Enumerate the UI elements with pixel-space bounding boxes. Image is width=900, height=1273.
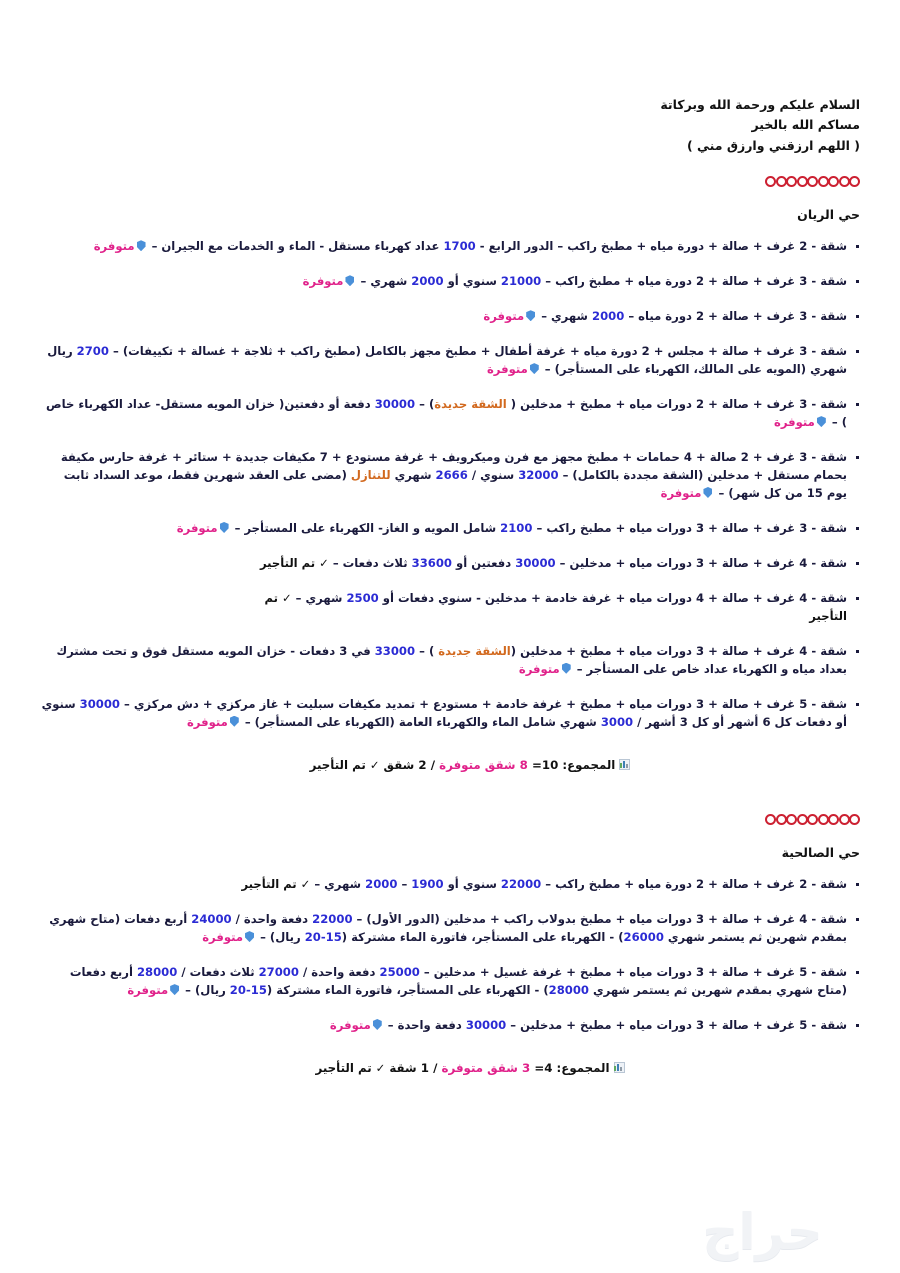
total-rented: تم التأجير [309,757,366,772]
status-badge-available: متوفرة [302,274,344,289]
red-ring-icon [807,814,818,825]
red-ring-icon [765,176,776,187]
listing-text: سنوي أو [443,877,501,892]
status-badge-available: متوفرة [329,1018,371,1033]
price-value: 2500 [346,590,379,605]
red-ring-icon [828,814,839,825]
listing-item [40,308,860,326]
listing-item [40,643,860,679]
red-ring-icon [765,814,776,825]
price-value: 28000 [136,965,178,980]
listing-item [40,449,860,503]
price-value: 15-20 [229,983,267,998]
listing-item [40,238,860,256]
shield-icon [526,310,535,321]
listing-item [40,273,860,291]
listing-text: ريال شهري (المويه على المالك، الكهرباء على المستأجر) – [47,344,847,377]
listing-item [40,876,860,894]
listing-list [40,238,860,731]
price-value: 33000 [374,643,416,658]
shield-icon [530,363,539,374]
listing-text: شهري – [537,309,592,324]
shield-icon [703,487,712,498]
listing-text: شقة - 3 غرف + صالة + مجلس + 2 دورة مياه + غرفة أطفال + مطبخ مجهز بالكامل (مطبخ راكب + ثلاجة + غسالة + تكييفات) – [108,344,847,359]
listing-text: ريال) – [181,983,230,998]
red-ring-icon [818,814,829,825]
price-value: 2100 [500,520,533,535]
listing-text: شقة - 5 غرف + صالة + 3 دورات مياه + مطبخ + غرفة خادمة + مستودع + تمديد مكيفات سبليت + غاز مركزي + دش مركزي – [119,696,847,711]
listing-text: عداد كهرباء مستقل - الماء و الخدمات مع الجيران – [147,239,444,254]
listing-item [40,1017,860,1035]
red-ring-icon [839,814,850,825]
listing-text: سنوي / [467,468,519,482]
shield-icon [230,716,239,727]
listing-text: شقة - 4 غرف + صالة + 3 دورات مياه + مدخلين – [555,555,847,570]
red-ring-icon [776,814,787,825]
greeting-line-3: ( اللهم ارزقني وارزق مني ) [686,137,860,153]
listing-text: دفعة واحدة / [298,965,380,980]
status-badge-rented: تم التأجير [259,555,316,570]
listing-text: دفعة واحدة – [383,1018,466,1033]
red-ring-icon [828,176,839,187]
total-available: 3 شقق متوفرة [441,1061,531,1075]
red-ring-icon [839,176,850,187]
total-separator: / 2 شقق [379,757,440,772]
listing-text: شقة - 5 غرف + صالة + 3 دورات مياه + مطبخ + مدخلين – [506,1018,847,1033]
listing-text: شقة - 2 غرف + صالة + 2 دورة مياه + مطبخ راكب – [541,877,847,892]
listing-item [40,964,860,1000]
listing-text: ريال) – [256,930,305,945]
status-badge-available: متوفرة [518,661,560,676]
listing-text: شقة - 4 غرف + صالة + 3 دورات مياه + مطبخ + مدخلين ( [510,643,847,658]
price-value: 2000 [411,274,444,289]
status-badge-available: متوفرة [127,983,169,998]
listing-note: للتنازل [350,468,391,482]
price-value: 30000 [374,397,416,412]
red-ring-icon [786,814,797,825]
district-total [40,758,860,772]
check-icon: ✓ [371,1061,386,1075]
shield-icon [245,931,254,942]
total-label: المجموع: 4= [530,1061,610,1075]
listing-note: الشقة جديدة [438,643,511,658]
listing-item [40,696,860,732]
listing-text: شقة - 3 غرف + 2 صالة + 4 حمامات + مطبخ مجهز مع فرن وميكرويف + غرفة مستودع + 7 مكيفات جديدة + ستائر + غرفة حارس مكيفة بحمام مستقل + مدخلين (الشقة مجددة بالكامل) – [60,450,847,482]
listing-text: ) - الكهرباء على المستأجر، فاتورة الماء مشتركة ( [266,983,549,998]
listing-item [40,343,860,379]
listing-text: شقة - 3 غرف + صالة + 2 دورة مياه – [624,309,847,324]
listing-text: شقة - 4 غرف + صالة + 3 دورات مياه + مطبخ بدولاب راكب + مدخلين (الدور الأول) – [352,912,847,927]
red-ring-icon [849,814,860,825]
listing-text: شهري – [291,590,347,605]
status-badge-available: متوفرة [774,415,815,430]
listing-text: سنوي أو دفعات كل 6 أشهر أو كل 3 أشهر / [41,696,847,729]
price-value: 25000 [379,965,420,980]
check-icon: ✓ [315,555,329,570]
status-badge-available: متوفرة [176,520,218,535]
listing-text: شقة - 4 غرف + صالة + 4 دورات مياه + غرفة خادمة + مدخلين - سنوي دفعات أو [378,590,847,605]
price-value: 27000 [258,965,299,980]
listing-text: شهري – [356,274,412,289]
shield-icon [345,275,354,286]
price-value: 1900 [411,877,444,892]
listing-text: شهري شامل الماء والكهرباء العامة (الكهرباء على المستأجر) – [240,714,601,729]
price-value: 30000 [465,1018,507,1033]
district-heading: حي الريان [797,207,860,223]
listing-text: شقة - 3 غرف + صالة + 2 دورة مياه + مطبخ راكب – [541,274,847,289]
price-value: 1700 [443,239,476,254]
total-rented: تم التأجير [315,1061,372,1075]
shield-icon [170,984,179,995]
status-badge-available: متوفرة [660,485,702,500]
section-gap [40,1079,860,1097]
listing-text: ) – [415,397,435,412]
check-icon: ✓ [277,590,292,605]
red-ring-icon [849,176,860,187]
price-value: 30000 [515,555,556,570]
listing-text: أربع دفعات (متاح شهري بمقدم شهرين ثم يستمر شهري [49,912,847,945]
total-separator: / 1 شقة [385,1061,442,1075]
price-value: 2000 [592,309,625,324]
listing-item [40,590,860,626]
haraj-watermark: حراج [702,1203,823,1261]
listing-text: ثلاث دفعات – [328,555,412,570]
district-total [40,1061,860,1075]
shield-icon [137,240,146,251]
status-badge-available: متوفرة [483,309,525,324]
listing-text: شهري [390,468,436,482]
greeting-line-2: مساكم الله بالخير [751,117,860,133]
price-value: 32000 [518,468,559,482]
listing-item [40,555,860,573]
listing-text: ) - الكهرباء على المستأجر، فاتورة الماء مشتركة ( [341,930,624,945]
listing-text: شقة - 3 غرف + صالة + 3 دورات مياه + مطبخ راكب – [532,520,847,535]
shield-icon [817,416,826,427]
listing-item [40,520,860,538]
price-value: 15-20 [304,930,342,945]
listing-item [40,911,860,947]
price-value: 21000 [500,274,542,289]
price-value: 26000 [623,930,664,945]
price-value: 28000 [548,983,589,998]
listing-text: شقة - 2 غرف + صالة + دورة مياه + مطبخ راكب – الدور الرابع - [475,239,847,254]
price-value: 22000 [500,877,542,892]
bar-chart-icon [619,759,630,770]
price-value: 2000 [365,877,398,892]
listing-text: ثلاث دفعات / [177,965,259,980]
district-heading: حي الصالحية [781,845,860,861]
check-icon: ✓ [365,757,380,772]
price-value: 3000 [600,714,634,729]
listing-note: الشقة جديدة [434,397,507,412]
listing-list [40,876,860,1035]
ring-divider [40,814,860,828]
red-ring-icon [797,814,808,825]
status-badge-available: متوفرة [486,362,528,377]
listing-text: – [397,877,412,892]
listing-text: ) – [415,643,439,658]
listing-text: شامل المويه و الغاز- الكهرباء على المستأجر – [230,520,501,535]
listing-text: أربع دفعات (متاح شهري بمقدم شهرين ثم يستمر شهري [69,965,847,998]
listing-text: دفعة أو دفعتين( خزان المويه مستقل- عداد الكهرباء خاص ) – [46,397,847,430]
listing-text: في 3 دفعات - خزان المويه مستقل فوق و تحت مشترك بعداد مياه و الكهرباء عداد خاص على المستأجر – [56,643,847,676]
status-badge-rented: تم التأجير [241,877,297,892]
listing-text: شهري – [310,877,366,892]
check-icon: ✓ [296,877,311,892]
shield-icon [562,663,571,674]
price-value: 33600 [411,555,452,570]
red-ring-icon [818,176,829,187]
listing-text: دفعتين أو [451,555,516,570]
ring-divider [40,176,860,190]
bar-chart-icon [614,1062,625,1073]
listing-text: (مضى على العقد شهرين فقط، موعد السداد ثابت يوم 15 من كل شهر) – [63,468,847,500]
price-value: 24000 [191,912,232,927]
total-available: 8 شقق متوفرة [439,757,528,772]
listings-content [40,176,860,1097]
shield-icon [220,522,229,533]
price-value: 22000 [312,912,353,927]
red-ring-icon [786,176,797,187]
price-value: 2700 [76,344,109,359]
total-label: المجموع: 10= [527,757,616,772]
red-ring-icon [807,176,818,187]
status-badge-available: متوفرة [202,930,244,945]
listing-text: دفعة واحدة / [231,912,313,927]
status-badge-available: متوفرة [186,714,228,729]
section-gap [40,776,860,794]
listing-text: شقة - 3 غرف + صالة + 2 دورات مياه + مطبخ + مدخلين ( [506,397,847,412]
listing-text: سنوي أو [443,274,501,289]
status-badge-available: متوفرة [93,239,135,254]
greeting-block [40,95,860,156]
listing-item [40,396,860,432]
status-badge-rented: تم التأجير [264,590,847,623]
price-value: 2666 [435,468,468,482]
price-value: 30000 [79,696,120,711]
shield-icon [373,1019,382,1030]
red-ring-icon [776,176,787,187]
listing-text: شقة - 5 غرف + صالة + 3 دورات مياه + مطبخ + غرفة غسيل + مدخلين – [419,965,847,980]
red-ring-icon [797,176,808,187]
greeting-line-1: السلام عليكم ورحمة الله وبركاتة [660,97,860,112]
